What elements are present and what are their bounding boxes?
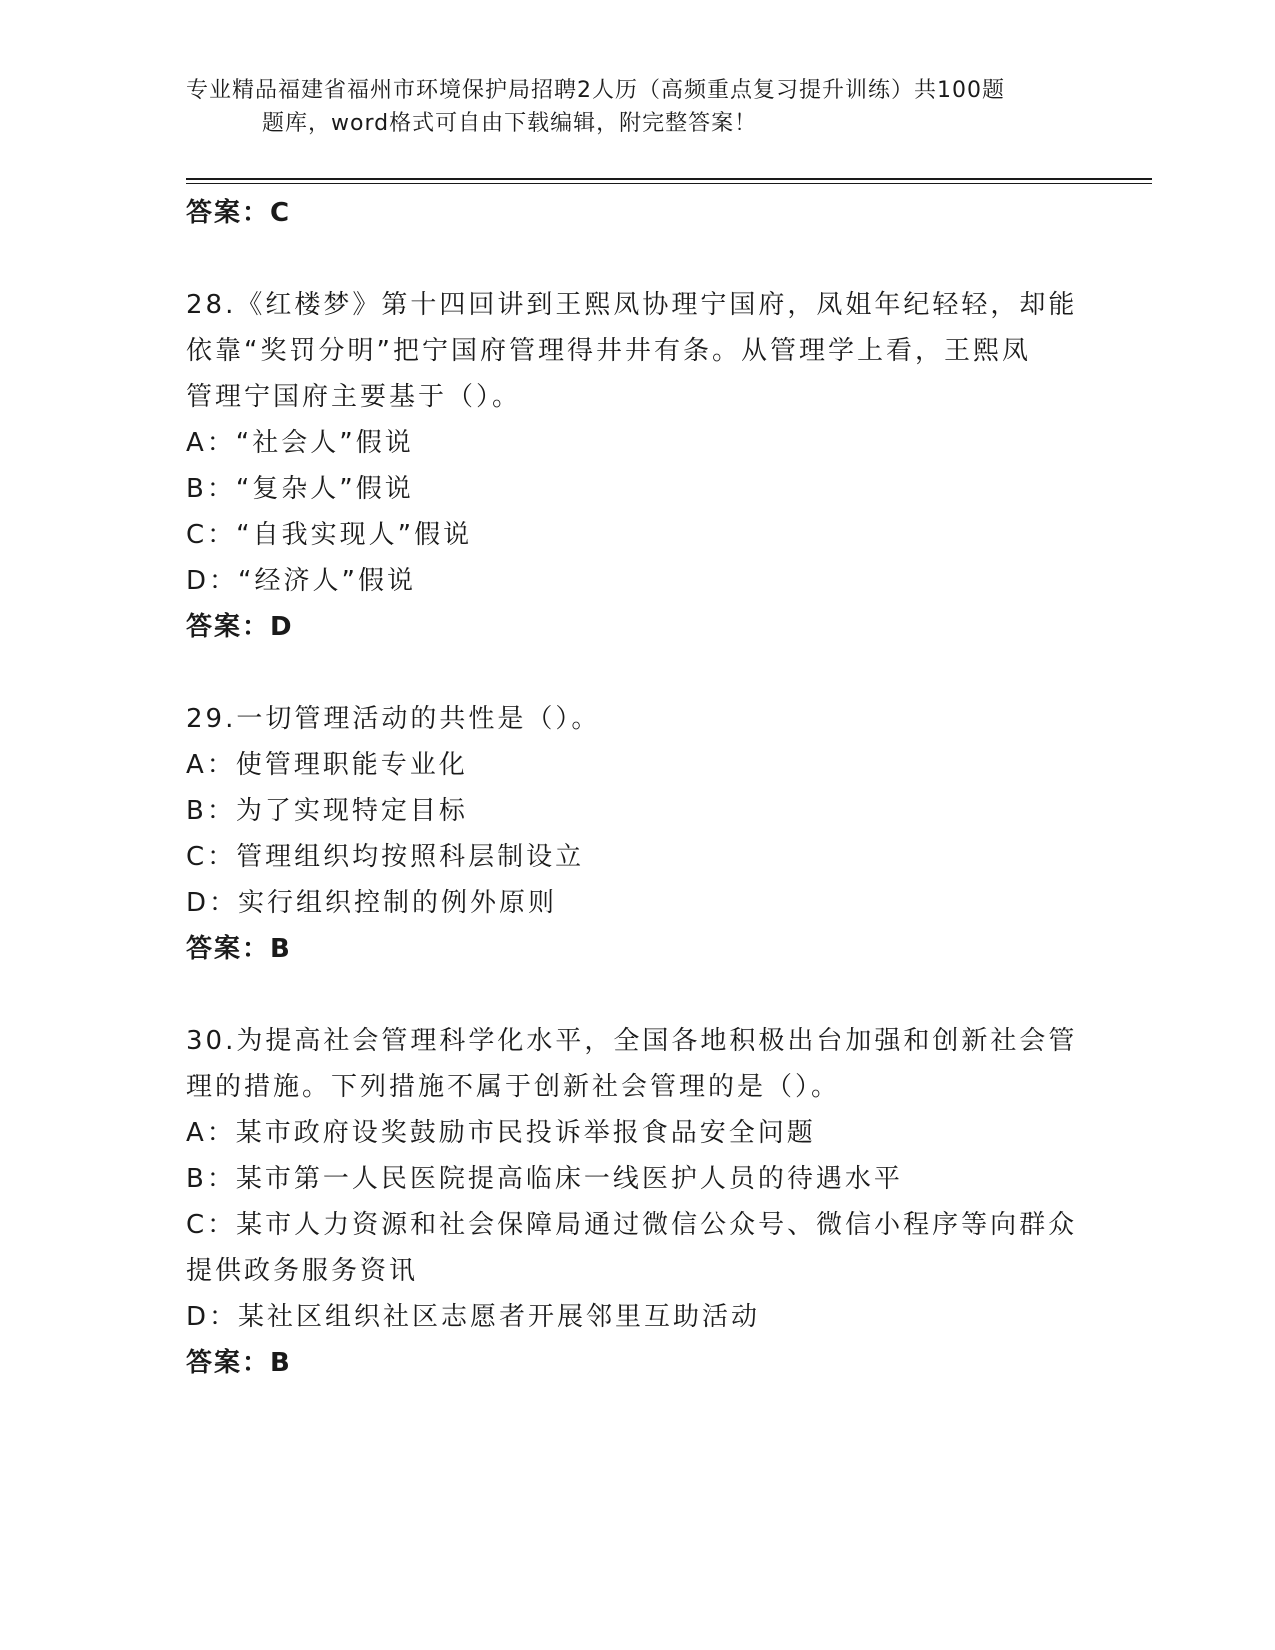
option-c: C：管理组织均按照科层制设立: [186, 842, 585, 872]
question-28: [186, 282, 1086, 650]
option-d: D：实行组织控制的例外原则: [186, 888, 558, 918]
option-c: C：“自我实现人”假说: [186, 520, 473, 550]
spacer: [186, 650, 1086, 696]
answer: 答案：B: [186, 934, 292, 964]
question-29: [186, 696, 1086, 972]
question-stem-line: 管理宁国府主要基于（）。: [186, 382, 522, 412]
option-c-continued: 提供政务服务资讯: [186, 1256, 419, 1286]
question-stem-line: 29.一切管理活动的共性是（）。: [186, 704, 601, 734]
option-b: B：某市第一人民医院提高临床一线医护人员的待遇水平: [186, 1164, 903, 1194]
option-d: D：某社区组织社区志愿者开展邻里互助活动: [186, 1302, 761, 1332]
document-body: [186, 190, 1086, 1386]
option-d: D：“经济人”假说: [186, 566, 416, 596]
question-stem-line: 30.为提高社会管理科学化水平，全国各地积极出台加强和创新社会管: [186, 1026, 1078, 1056]
previous-answer: 答案：C: [186, 198, 292, 228]
question-stem-line: 依靠“奖罚分明”把宁国府管理得井井有条。从管理学上看，王熙凤: [186, 336, 1031, 366]
option-b: B：为了实现特定目标: [186, 796, 468, 826]
header-title-line-1: 专业精品福建省福州市环境保护局招聘2人历（高频重点复习提升训练）共100题: [186, 78, 1005, 103]
option-a: A：“社会人”假说: [186, 428, 414, 458]
header-divider-thick: [186, 178, 1152, 180]
question-30: [186, 1018, 1086, 1386]
page-header: [186, 74, 1106, 140]
option-b: B：“复杂人”假说: [186, 474, 414, 504]
header-title-line-2: 题库，word格式可自由下载编辑，附完整答案！: [262, 111, 758, 136]
option-c: C：某市人力资源和社会保障局通过微信公众号、微信小程序等向群众: [186, 1210, 1078, 1240]
option-a: A：某市政府设奖鼓励市民投诉举报食品安全问题: [186, 1118, 816, 1148]
spacer: [186, 236, 1086, 282]
answer: 答案：B: [186, 1348, 292, 1378]
option-a: A：使管理职能专业化: [186, 750, 468, 780]
question-stem-line: 28.《红楼梦》第十四回讲到王熙凤协理宁国府，凤姐年纪轻轻，却能: [186, 290, 1078, 320]
question-stem-line: 理的措施。下列措施不属于创新社会管理的是（）。: [186, 1072, 841, 1102]
header-divider-thin: [186, 183, 1152, 184]
answer: 答案：D: [186, 612, 294, 642]
spacer: [186, 972, 1086, 1018]
